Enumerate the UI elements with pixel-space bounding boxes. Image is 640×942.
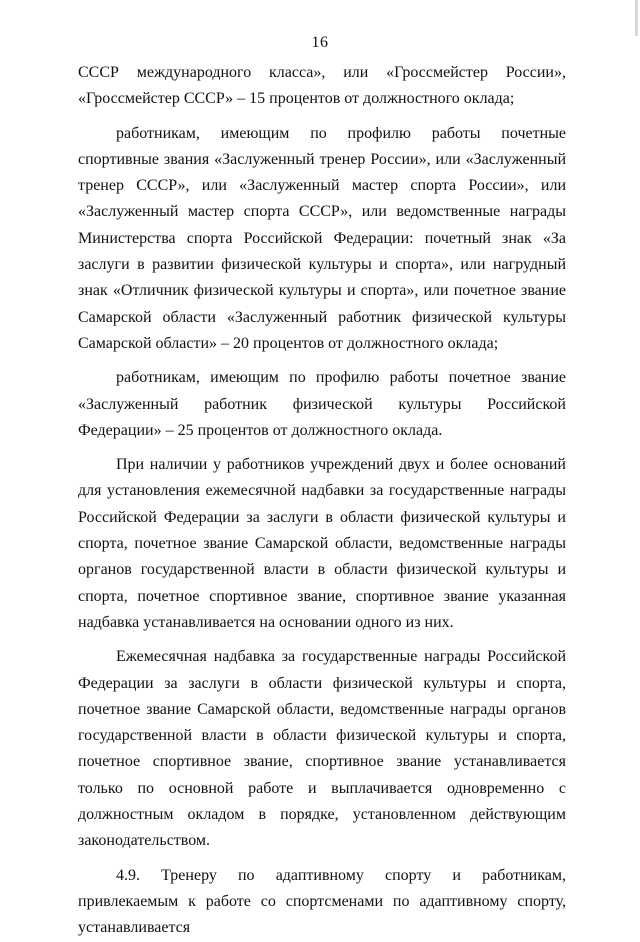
document-body	[78, 60, 566, 942]
paragraph-sport-titles-20-percent: работникам, имеющим по профилю работы почетные спортивные звания «Заслуженный тренер России», или «Заслуженный тренер СССР», или «Заслуженный мастер спорта России», или «Заслуженный мастер спорта СССР», или ведомственные награды Министерства спорта Российской Федерации: почетный знак «За заслуги в развитии физической культуры и спорта», или нагрудный знак «Отличник физической культуры и спорта», или почетное звание Самарской области «Заслуженный работник физической культуры Самарской области» – 20 процентов от должностного оклада;	[78, 124, 566, 352]
paragraph-gap	[78, 636, 566, 644]
paragraph-gap	[78, 444, 566, 452]
paragraph-section-4-9: 4.9. Тренеру по адаптивному спорту и работникам, привлекаемым к работе со спортсменами по адаптивному спорту, устанавливается	[78, 866, 566, 937]
paragraph-monthly-allowance: Ежемесячная надбавка за государственные награды Российской Федерации за заслуги в области физической культуры и спорта, почетное звание Самарской области, ведомственные награды органов государственной власти в области физической культуры и спорта, почетное спортивное звание, спортивное звание устанавливается только по основной работе и выплачивается одновременно с должностным окладом в порядке, установленном действующим законодательством.	[78, 648, 566, 850]
page-number: 16	[311, 34, 329, 51]
paragraph-gap	[78, 113, 566, 121]
scan-edge-mark	[635, 0, 638, 36]
paragraph-multiple-grounds: При наличии у работников учреждений двух и более оснований для установления ежемесячной надбавки за государственные награды Российской Федерации за заслуги в области физической культуры и спорта, почетное звание Самарской области, ведомственные награды органов государственной власти в области физической культуры и спорта, почетное спортивное звание, спортивное звание указанная надбавка устанавливается на основании одного из них.	[78, 456, 566, 631]
paragraph-honored-worker-25-percent: работникам, имеющим по профилю работы почетное звание «Заслуженный работник физической культуры Российской Федерации» – 25 процентов от должностного оклада.	[78, 369, 566, 439]
paragraph-continuation: СССР международного класса», или «Гроссмейстер России», «Гроссмейстер СССР» – 15 процентов от должностного оклада;	[78, 64, 566, 108]
paragraph-gap	[78, 855, 566, 863]
paragraph-gap	[78, 357, 566, 365]
